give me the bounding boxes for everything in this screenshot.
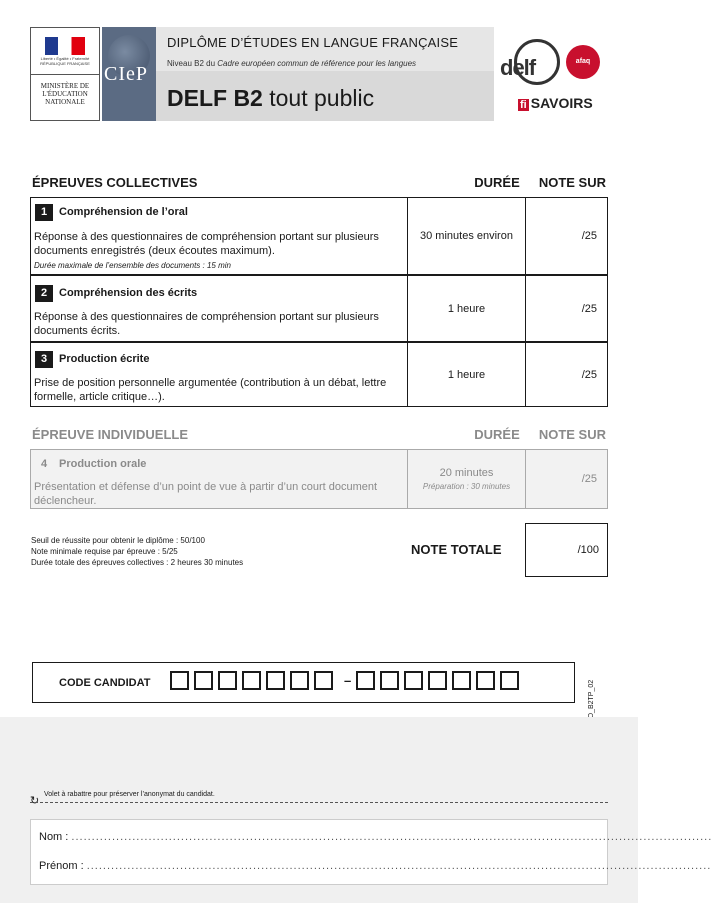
- table-row: [30, 342, 608, 407]
- nom-label: Nom :: [39, 831, 72, 843]
- code-separator: –: [344, 673, 352, 688]
- code-digit-box[interactable]: [476, 671, 495, 690]
- total-score: /100: [525, 523, 608, 577]
- exam-info: [31, 535, 243, 568]
- exam-description: Réponse à des questionnaires de compréhension portant sur plusieurs documents enregistrés (deux écoutes maximum).: [34, 231, 379, 257]
- exam-number: 2: [35, 285, 53, 302]
- code-digit-box[interactable]: [170, 671, 189, 690]
- exam-number: 4: [40, 458, 48, 470]
- individuelle-header: [30, 424, 608, 444]
- collectives-header: [30, 172, 608, 192]
- code-digit-box[interactable]: [452, 671, 471, 690]
- exam-description: Prise de position personnelle argumentée (contribution à un débat, lettre formelle, article critique…).: [34, 377, 387, 403]
- info-threshold: Seuil de réussite pour obtenir le diplôme : 50/100: [31, 536, 205, 545]
- info-minimum: Note minimale requise par épreuve : 5/25: [31, 547, 178, 556]
- exam-duration: 20 minutes: [439, 467, 494, 479]
- code-digit-box[interactable]: [314, 671, 333, 690]
- code-digit-box[interactable]: [242, 671, 261, 690]
- ministry-name: MINISTÈRE DE L'ÉDUCATION NATIONALE: [40, 82, 90, 106]
- prenom-label: Prénom :: [39, 860, 87, 872]
- code-digit-box[interactable]: [356, 671, 375, 690]
- header: [30, 27, 608, 121]
- exam-score: /25: [581, 230, 597, 242]
- diploma-subtitle: Niveau B2 du Cadre européen commun de référence pour les langues: [167, 59, 417, 68]
- table-row: [30, 197, 608, 275]
- code-digit-box[interactable]: [266, 671, 285, 690]
- exam-preparation: Préparation : 30 minutes: [422, 482, 511, 491]
- fold-line: [30, 802, 608, 803]
- exam-number: 1: [35, 204, 53, 221]
- code-digit-box[interactable]: [428, 671, 447, 690]
- code-digit-box[interactable]: [500, 671, 519, 690]
- code-digit-box[interactable]: [290, 671, 309, 690]
- title-block: [156, 27, 494, 121]
- exam-title: Compréhension des écrits: [59, 287, 198, 299]
- exam-title: Production écrite: [59, 353, 150, 365]
- exam-duration: 1 heure: [408, 343, 526, 406]
- ciep-logo: [102, 27, 156, 121]
- partner-logos: [500, 39, 610, 121]
- exam-score: /25: [581, 473, 597, 485]
- code-digit-box[interactable]: [380, 671, 399, 690]
- exam-note: Durée maximale de l’ensemble des documents : 15 min: [34, 261, 231, 270]
- ministry-logo: [30, 27, 100, 121]
- fold-arrow-icon: ↻: [30, 795, 40, 807]
- flag-icon: [45, 37, 85, 55]
- fold-note: Volet à rabattre pour préserver l’anonymat du candidat.: [44, 791, 215, 798]
- name-box: [30, 819, 712, 885]
- exam-duration: 30 minutes environ: [408, 198, 526, 274]
- exam-score: /25: [581, 368, 597, 381]
- candidate-code: [32, 662, 575, 703]
- savoirs-logo: fi SAVOIRS: [520, 95, 593, 111]
- diploma-title: DIPLÔME D’ÉTUDES EN LANGUE FRANÇAISE: [167, 35, 459, 50]
- table-row: [30, 449, 608, 509]
- table-row: [30, 275, 608, 342]
- exam-title: Compréhension de l’oral: [59, 206, 188, 218]
- ministry-motto: Liberté • Égalité • Fraternité: [40, 56, 90, 61]
- ciep-text: CIeP: [104, 63, 148, 85]
- exam-score: /25: [581, 302, 597, 315]
- info-duration: Durée totale des épreuves collectives : 2 heures 30 minutes: [31, 558, 244, 567]
- ministry-divider: [31, 74, 99, 75]
- code-digit-box[interactable]: [194, 671, 213, 690]
- exam-title: DELF B2 tout public: [167, 85, 375, 111]
- duree-heading: DURÉE: [474, 427, 520, 442]
- prenom-field[interactable]: Prénom : ..........................................................................................................................................................: [39, 860, 712, 872]
- total-label: NOTE TOTALE: [411, 542, 502, 557]
- afaq-logo: afaq: [566, 45, 600, 79]
- exam-description: Présentation et défense d’un point de vue à partir d’un court document déclencheur.: [34, 481, 378, 507]
- duree-heading: DURÉE: [474, 175, 520, 190]
- individuelle-heading: ÉPREUVE INDIVIDUELLE: [32, 427, 189, 442]
- note-heading: NOTE SUR: [538, 175, 606, 190]
- candidate-code-label: CODE CANDIDAT: [59, 677, 151, 689]
- note-heading: NOTE SUR: [538, 427, 606, 442]
- delf-logo: delf: [500, 39, 564, 87]
- code-digit-box[interactable]: [218, 671, 237, 690]
- collectives-heading: ÉPREUVES COLLECTIVES: [32, 175, 198, 190]
- code-digit-box[interactable]: [404, 671, 423, 690]
- exam-title: Production orale: [59, 458, 147, 470]
- ministry-republic: RÉPUBLIQUE FRANÇAISE: [40, 61, 90, 66]
- marianne-logo: [39, 34, 91, 70]
- nom-field[interactable]: Nom : ..............................................................................................................................................................: [39, 831, 712, 843]
- exam-number: 3: [35, 351, 53, 368]
- exam-duration: 1 heure: [408, 276, 526, 341]
- exam-description: Réponse à des questionnaires de compréhension portant sur plusieurs documents écrits.: [34, 311, 379, 337]
